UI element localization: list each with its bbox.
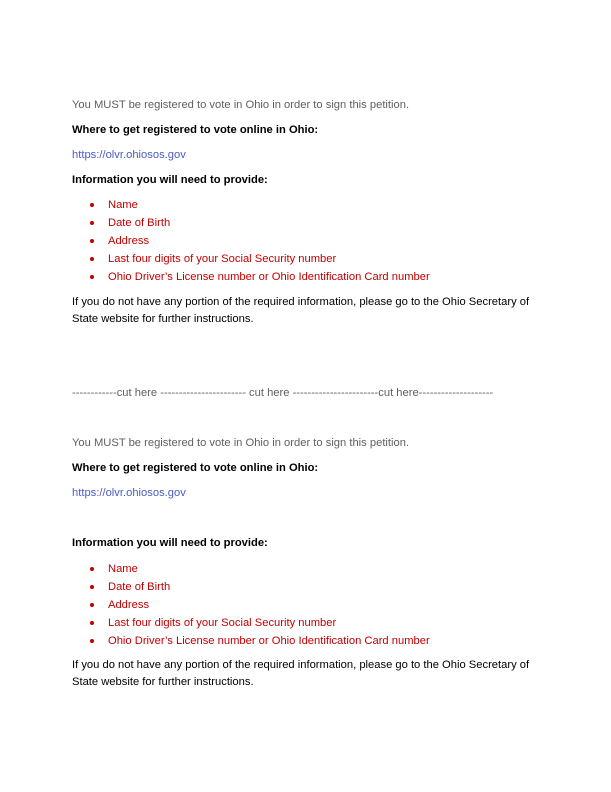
bullet-icon [90,275,94,279]
list-item: Last four digits of your Social Security number [72,616,430,634]
bullet-icon [90,221,94,225]
where-heading: Where to get registered to vote online in Ohio: [72,462,319,474]
where-heading: Where to get registered to vote online in Ohio: [72,124,319,136]
list-item: Address [72,598,430,616]
list-item: Date of Birth [72,580,430,598]
cut-line: ------------cut here ----------------------- cut here -----------------------cut here-------------------- [72,387,494,399]
bullet-icon [90,567,94,571]
list-item: Ohio Driver’s License number or Ohio Identification Card number [72,270,430,288]
bullet-icon [90,639,94,643]
bullet-icon [90,621,94,625]
list-item: Name [72,198,430,216]
required-info-list [72,198,430,288]
list-item: Name [72,562,430,580]
footer-instructions: If you do not have any portion of the required information, please go to the Ohio Secretary of State website for further instructions. [72,296,530,325]
bullet-icon [90,603,94,607]
registration-link[interactable]: https://olvr.ohiosos.gov [72,487,186,499]
registration-link[interactable]: https://olvr.ohiosos.gov [72,149,186,161]
bullet-icon [90,239,94,243]
bullet-icon [90,585,94,589]
registration-notice: You MUST be registered to vote in Ohio in order to sign this petition. [72,99,410,111]
registration-notice: You MUST be registered to vote in Ohio in order to sign this petition. [72,437,410,449]
list-item: Date of Birth [72,216,430,234]
list-item: Address [72,234,430,252]
list-item: Ohio Driver’s License number or Ohio Identification Card number [72,634,430,652]
info-heading: Information you will need to provide: [72,537,268,549]
footer-instructions: If you do not have any portion of the required information, please go to the Ohio Secretary of State website for further instructions. [72,659,530,688]
bullet-icon [90,203,94,207]
list-item: Last four digits of your Social Security number [72,252,430,270]
bullet-icon [90,257,94,261]
info-heading: Information you will need to provide: [72,174,268,186]
required-info-list [72,562,430,652]
